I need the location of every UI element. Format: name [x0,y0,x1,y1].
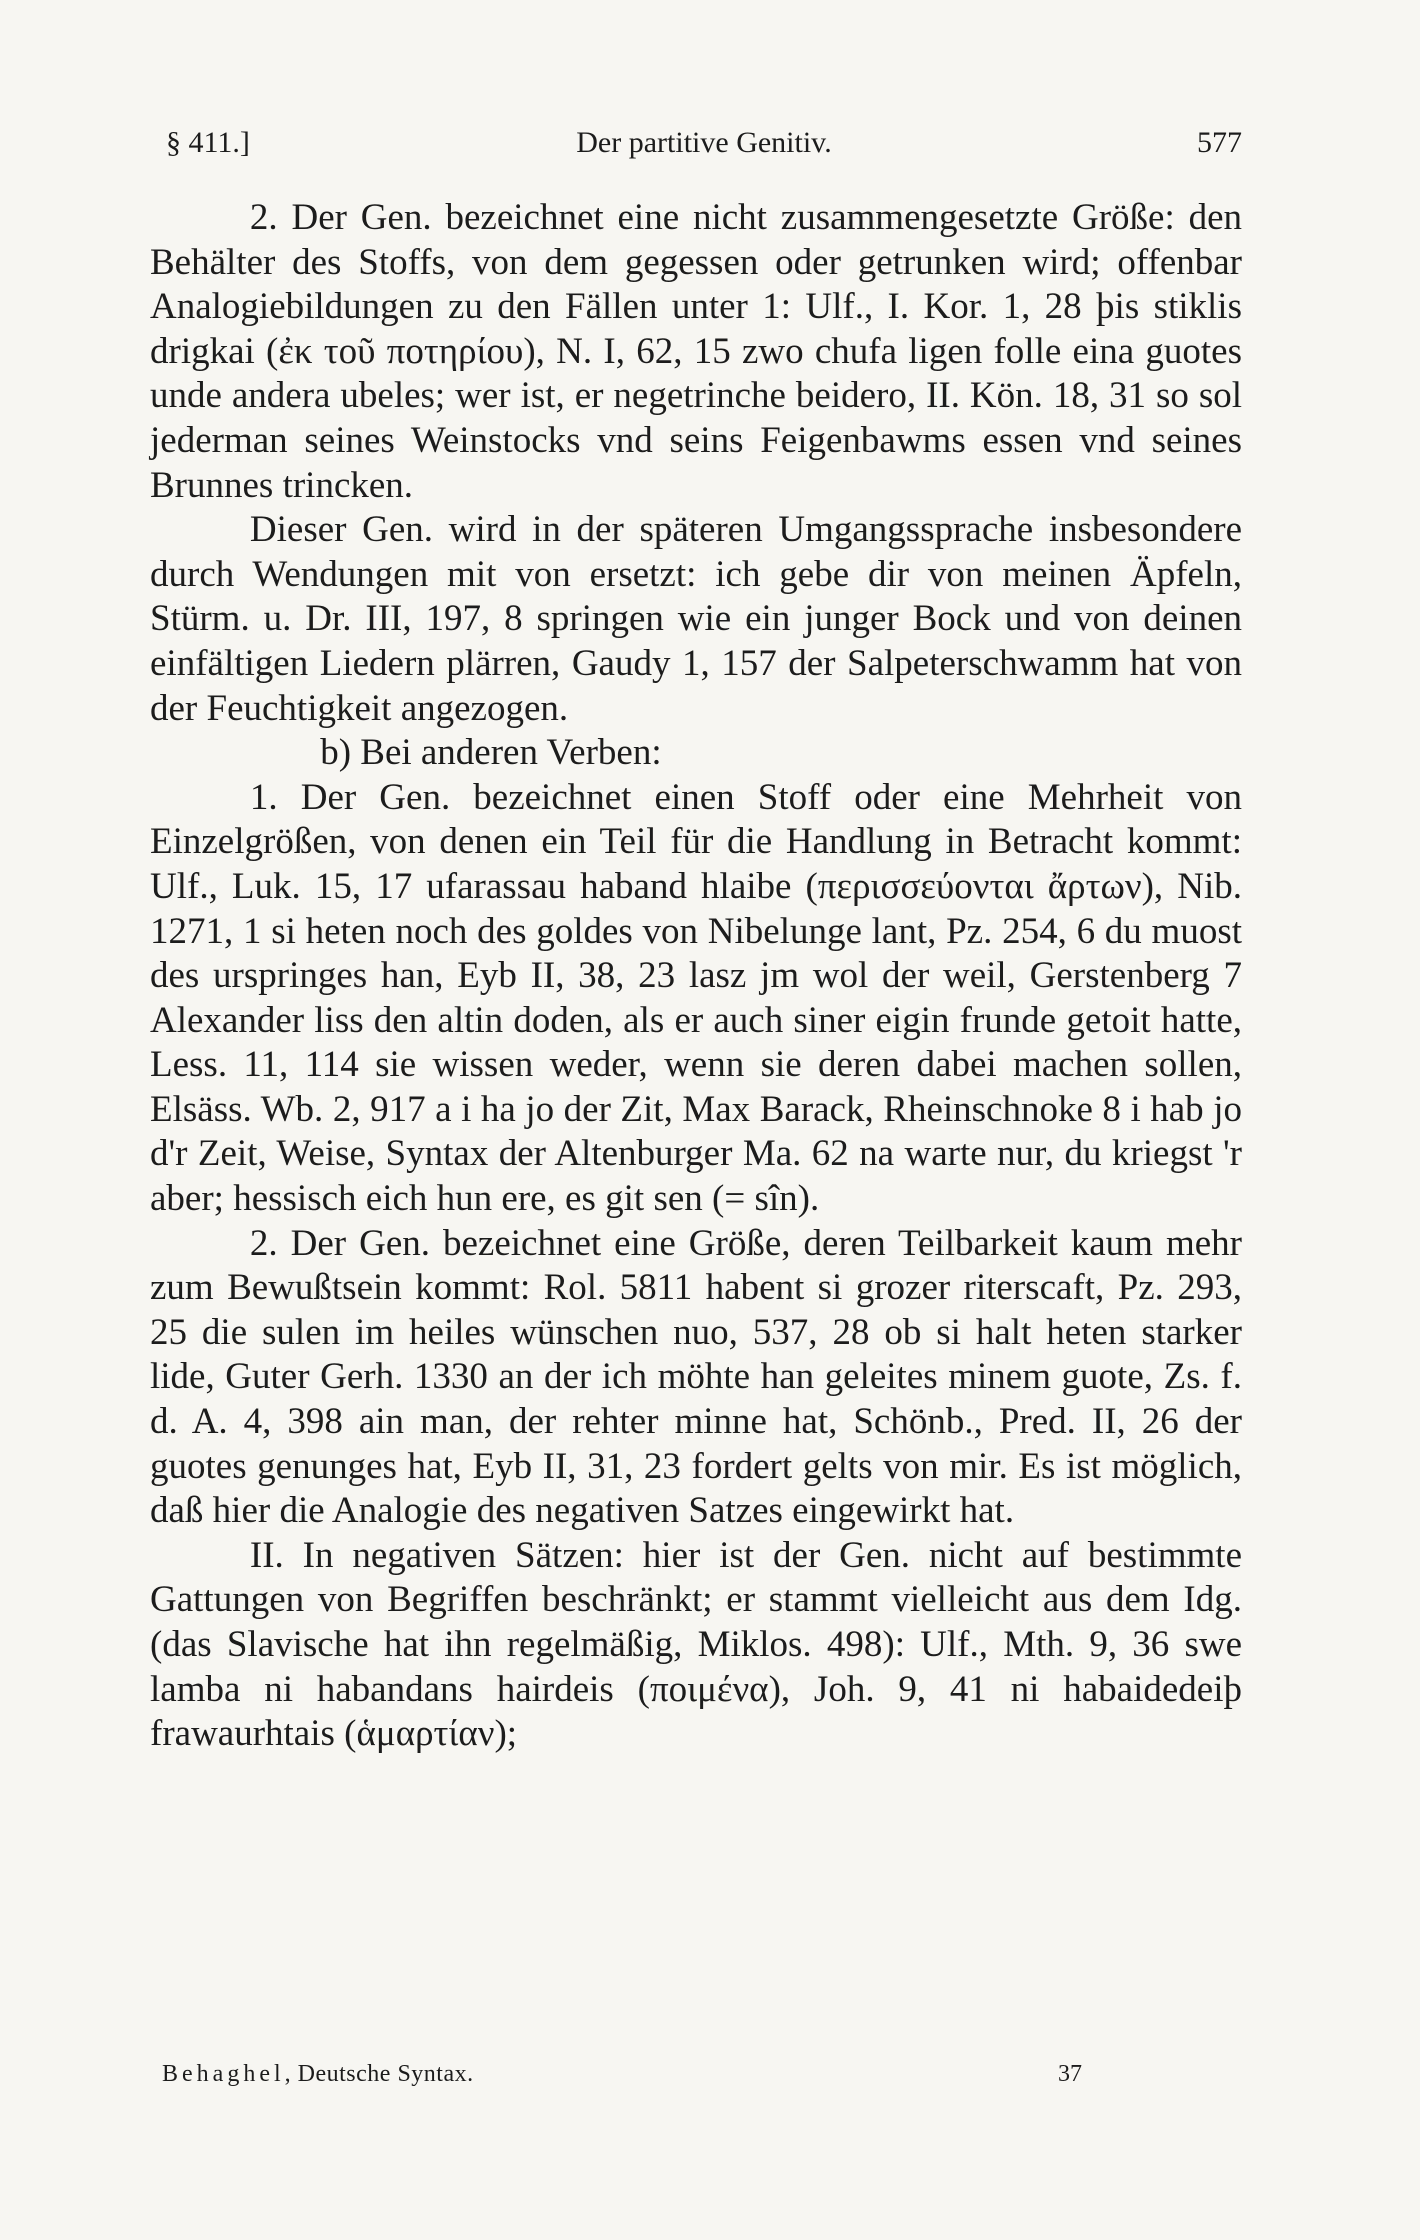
paragraph-later-colloquial: Dieser Gen. wird in der späteren Umgangssprache insbesondere durch Wendungen mit von ersetzt: ich gebe dir von meinen Äpfeln, Stürm. u. Dr. III, 197, 8 springen wie ein junger Bock und von deinen einfältigen Liedern plärren, Gaudy 1, 157 der Salpeterschwamm hat von der Feuchtigkeit angezogen. [150,509,1242,729]
subheading-other-verbs: b) Bei anderen Verben: [320,732,662,774]
paragraph-gen-container: 2. Der Gen. bezeichnet eine nicht zusammengesetzte Größe: den Behälter des Stoffs, von dem gegessen oder getrunken wird; offenbar Analogiebildungen zu den Fällen unter 1: Ulf., I. Kor. 1, 28 þis stiklis drigkai (ἐκ τοῦ ποτηρίου), N. I, 62, 15 zwo chufa ligen folle eina guotes unde andera ubeles; wer ist, er negetrinche beidero, II. Kön. 18, 31 so sol jederman seines Weinstocks vnd seins Feigenbawms essen vnd seines Brunnes trincken. [150,197,1242,506]
paragraph-substance-plurality: 1. Der Gen. bezeichnet einen Stoff oder eine Mehrheit von Einzelgrößen, von denen ein Teil für die Handlung in Betracht kommt: Ulf., Luk. 15, 17 ufarassau haband hlaibe (περισσεύονται ἄρτων), Nib. 1271, 1 si heten noch des goldes von Nibelunge lant, Pz. 254, 6 du muost des urspringes han, Eyb II, 38, 23 lasz jm wol der weil, Gerstenberg 7 Alexander liss den altin doden, als er auch siner eigin frunde getoit hatte, Less. 11, 114 sie wissen weder, wenn sie deren dabei machen sollen, Elsäss. Wb. 2, 917 a i ha jo der Zit, Max Barack, Rheinschnoke 8 i hab jo d'r Zeit, Weise, Syntax der Altenburger Ma. 62 na warte nur, du kriegst 'r aber; hessisch eich hun ere, es git sen (= sîn). [150,776,1242,1220]
sheet-signature: 37 [1058,2061,1082,2087]
section-reference: § 411.] [166,126,250,159]
body-text [150,196,1242,1757]
footer-title [162,2061,474,2088]
footer-book: , Deutsche Syntax. [284,2061,474,2087]
paragraph-divisibility: 2. Der Gen. bezeichnet eine Größe, deren Teilbarkeit kaum mehr zum Bewußtsein kommt: Rol. 5811 habent si grozer riterscaft, Pz. 293, 25 die sulen im heiles wünschen nuo, 537, 28 ob si halt heten starker lide, Guter Gerh. 1330 an der ich möhte han geleites minem guote, Zs. f. d. A. 4, 398 ain man, der rehter minne hat, Schönb., Pred. II, 26 der guotes genunges hat, Eyb II, 31, 23 fordert gelts von mir. Es ist möglich, daß hier die Analogie des negativen Satzes eingewirkt hat. [150,1222,1242,1532]
footer-author: Behaghel [162,2061,285,2087]
signature-footer [162,2061,1082,2095]
running-header [166,126,1242,170]
paragraph-negative-sentences: II. In negativen Sätzen: hier ist der Gen. nicht auf bestimmte Gattungen von Begriffen beschränkt; er stammt vielleicht aus dem Idg. (das Slavische hat ihn regelmäßig, Miklos. 498): Ulf., Mth. 9, 36 swe lamba ni habandans hairdeis (ποιμένα), Joh. 9, 41 ni habaidedeiþ frawaurhtais (ἁμαρτίαν); [150,1534,1242,1755]
page-number: 577 [1197,126,1242,159]
running-title: Der partitive Genitiv. [576,126,832,159]
